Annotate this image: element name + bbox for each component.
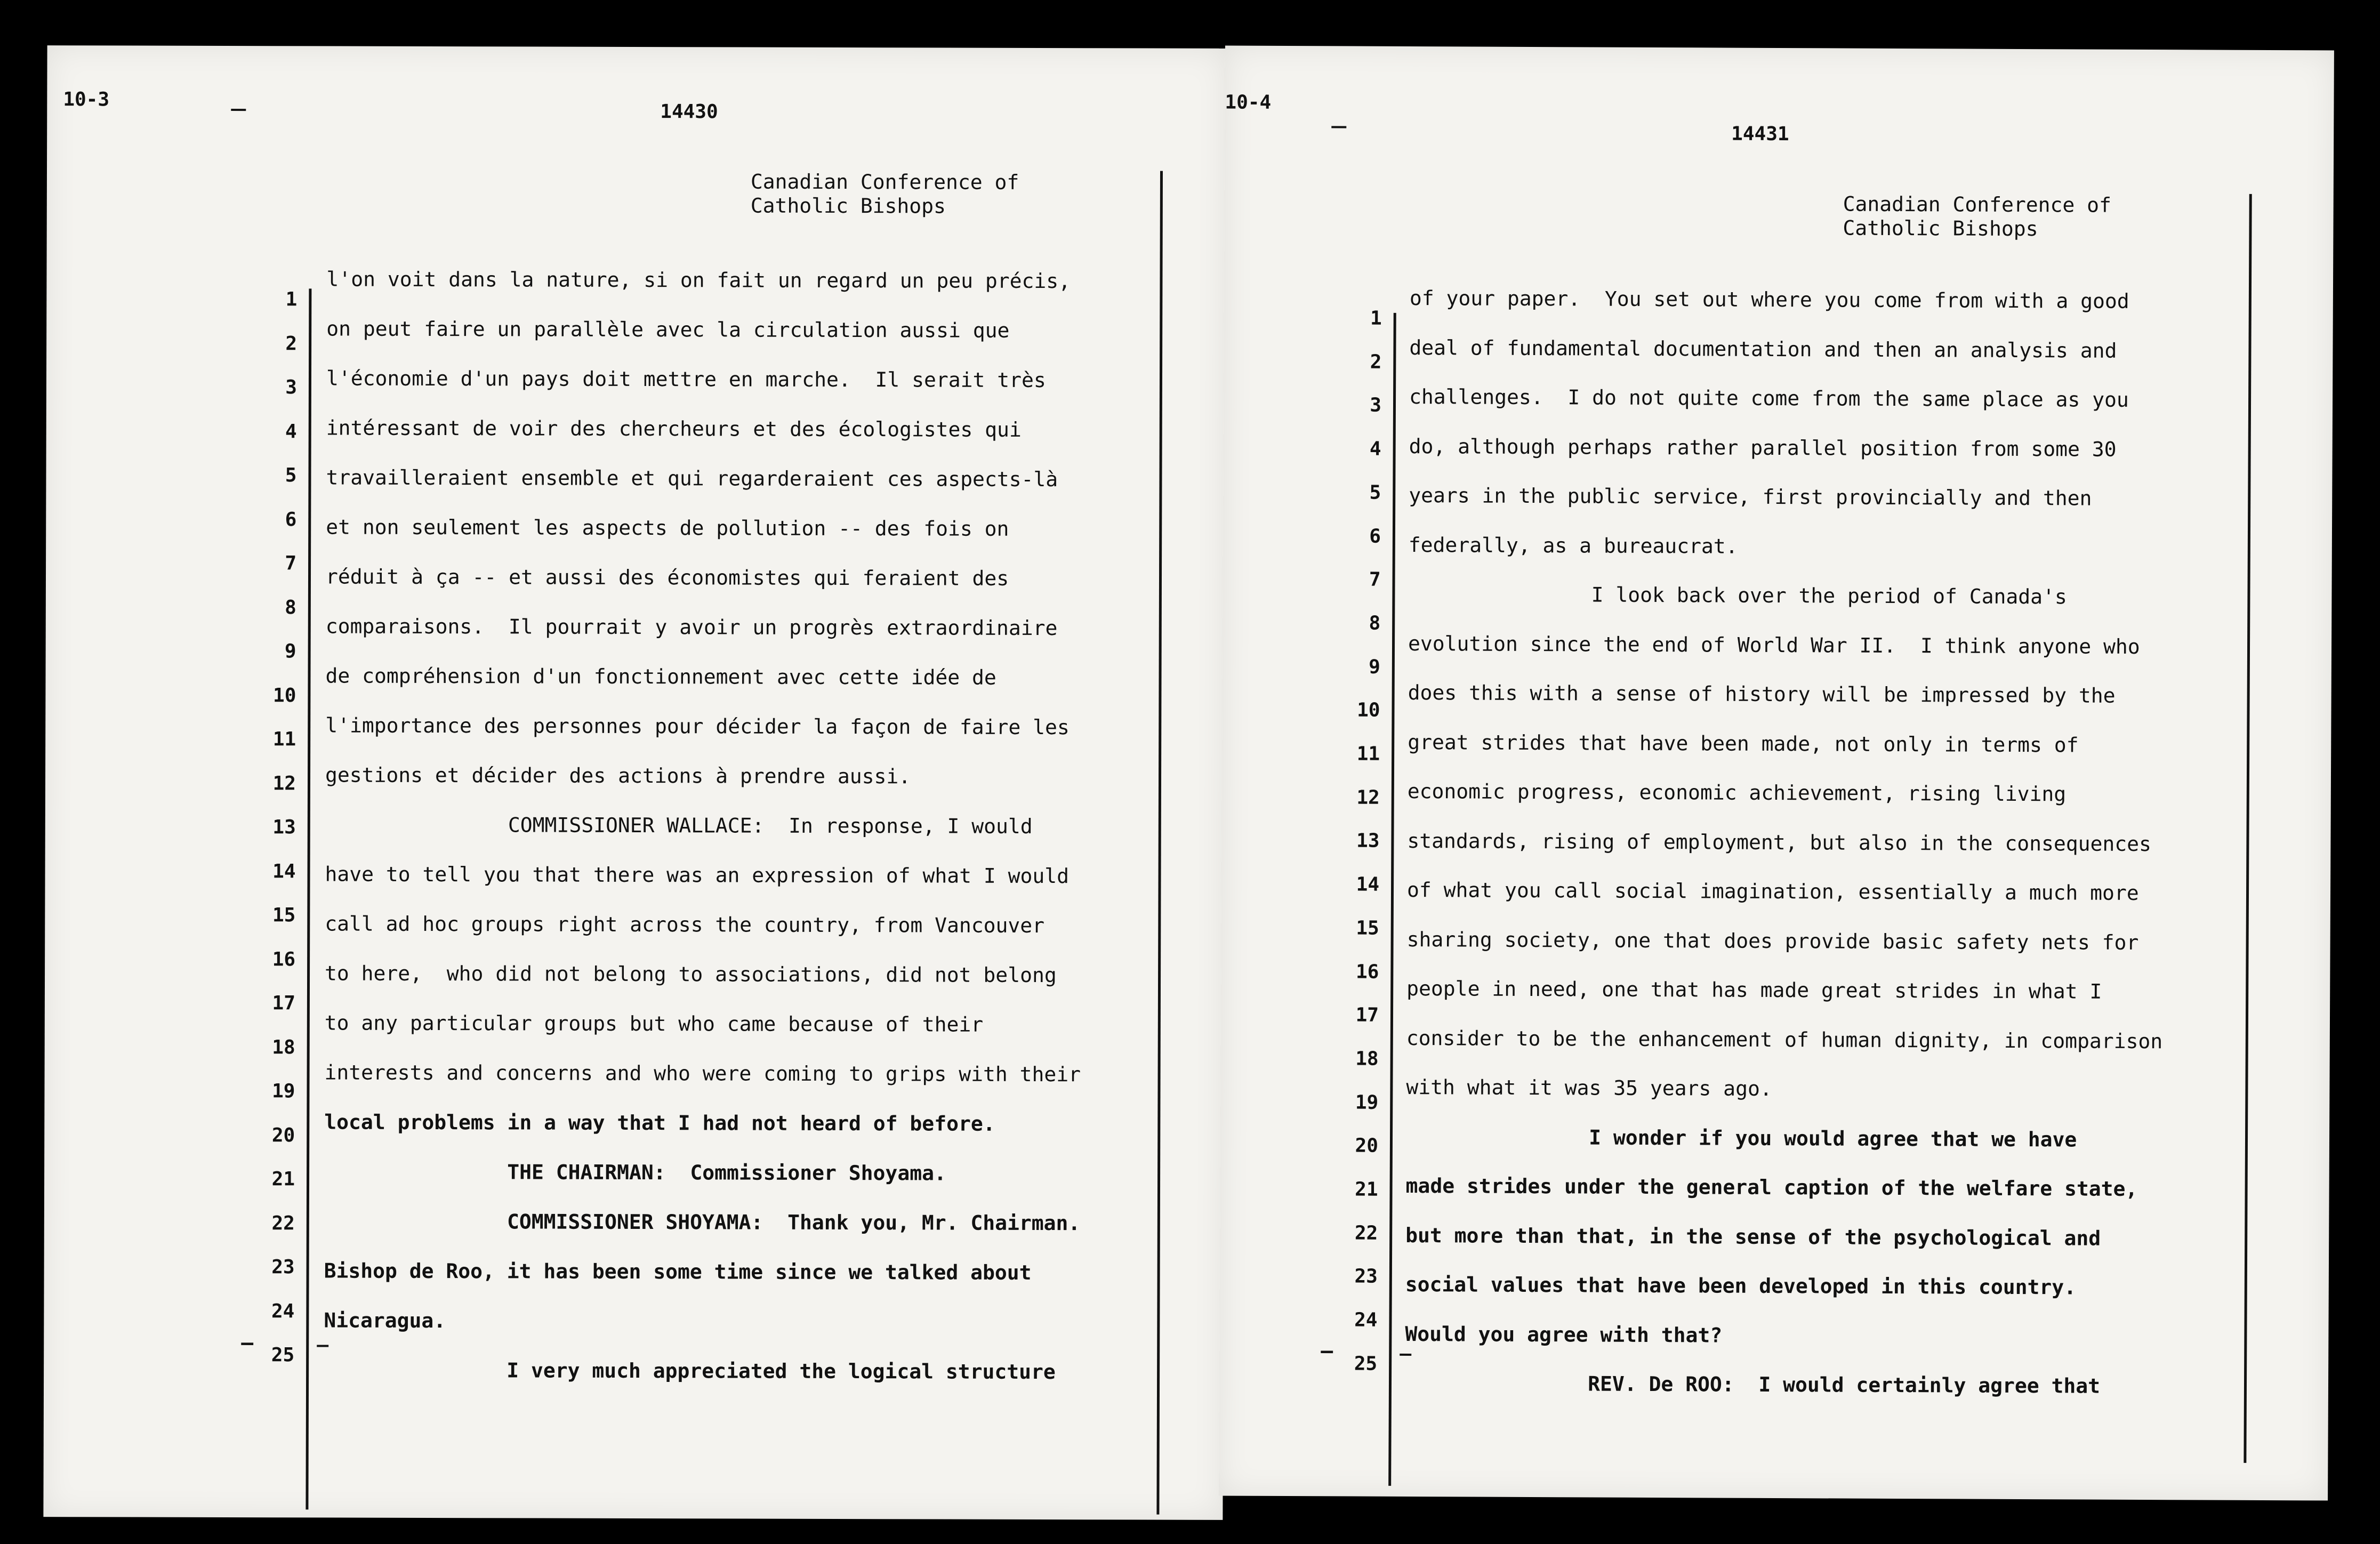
line-number: 6	[1369, 525, 1381, 548]
transcript-line: THE CHAIRMAN: Commissioner Shoyama.	[324, 1160, 946, 1185]
transcript-line: evolution since the end of World War II. I think anyone who	[1408, 631, 2140, 658]
line-number: 16	[1355, 961, 1379, 983]
transcript-line: comparaisons. Il pourrait y avoir un progrès extraordinaire	[325, 614, 1058, 640]
line-number: 4	[285, 420, 297, 443]
transcript-line: years in the public service, first provincially and then	[1409, 483, 2092, 510]
section-id: 10-3	[63, 89, 110, 111]
line-25-marker: —	[1321, 1339, 1333, 1363]
line-number: 9	[1369, 656, 1380, 678]
heading-line-1: Canadian Conference of	[1843, 192, 2112, 217]
transcript-line: intéressant de voir des chercheurs et des écologistes qui	[326, 416, 1022, 441]
line-number: 23	[1354, 1265, 1378, 1288]
transcript-line: challenges. I do not quite come from the same place as you	[1409, 384, 2129, 412]
line-number: 18	[1355, 1048, 1379, 1070]
page-number: 14431	[1731, 123, 1789, 146]
line-number: 20	[271, 1124, 295, 1146]
transcript-line: consider to be the enhancement of human dignity, in comparison	[1406, 1026, 2163, 1053]
line-number: 10	[273, 684, 296, 706]
heading-line-2: Catholic Bishops	[750, 194, 946, 218]
line-number: 13	[1356, 830, 1380, 853]
line-number: 3	[1370, 395, 1382, 417]
line-number: 23	[271, 1256, 295, 1278]
line-number: 1	[1370, 307, 1382, 329]
page-number: 14430	[660, 101, 718, 123]
transcript-line: COMMISSIONER SHOYAMA: Thank you, Mr. Chairman.	[324, 1209, 1081, 1235]
line-number: 4	[1369, 438, 1381, 460]
line-number: 14	[1356, 873, 1380, 896]
transcript-line: interests and concerns and who were coming to grips with their	[324, 1060, 1081, 1087]
transcript-line: sharing society, one that does provide basic safety nets for	[1406, 927, 2139, 954]
line-25-dash	[317, 1345, 328, 1347]
transcript-line: made strides under the general caption of the welfare state,	[1405, 1173, 2138, 1201]
line-number: 22	[1354, 1222, 1378, 1244]
line-number: 7	[285, 552, 297, 575]
line-number: 19	[272, 1080, 295, 1103]
line-number: 21	[1355, 1178, 1378, 1201]
line-number: 24	[271, 1300, 295, 1322]
line-25-marker: —	[241, 1331, 254, 1355]
transcript-line: l'on voit dans la nature, si on fait un regard un peu précis,	[326, 267, 1071, 293]
line-number: 17	[272, 992, 295, 1015]
transcript-line: réduit à ça -- et aussi des économistes qui feraient des	[325, 565, 1009, 590]
line-number: 15	[272, 904, 296, 927]
line-number: 10	[1357, 699, 1380, 722]
transcript-line: I wonder if you would agree that we have	[1405, 1124, 2077, 1151]
line-number: 17	[1355, 1004, 1379, 1026]
line-number: 12	[1356, 786, 1380, 809]
transcript-line: l'économie d'un pays doit mettre en marche. Il serait très	[326, 366, 1046, 392]
transcript-line: de compréhension d'un fonctionnement avec cette idée de	[325, 664, 996, 689]
transcript-line: l'importance des personnes pour décider la façon de faire les	[325, 713, 1070, 739]
line-number: 18	[272, 1036, 295, 1058]
line-number: 25	[271, 1344, 295, 1366]
transcript-line: I very much appreciated the logical structure	[324, 1358, 1056, 1384]
line-number: 24	[1354, 1309, 1378, 1331]
line-number: 11	[272, 728, 296, 751]
line-number: 5	[285, 464, 297, 487]
transcript-line: do, although perhaps rather parallel position from some 30	[1409, 434, 2117, 461]
line-number: 20	[1355, 1135, 1379, 1157]
transcript-line: deal of fundamental documentation and then an analysis and	[1409, 335, 2117, 363]
line-number: 13	[272, 816, 296, 839]
line-number: 9	[284, 640, 296, 663]
line-number: 11	[1356, 743, 1380, 765]
transcript-line: I look back over the period of Canada's	[1408, 582, 2067, 609]
transcript-line: to any particular groups but who came because of their	[324, 1011, 984, 1036]
line-number: 5	[1369, 481, 1381, 504]
corner-dash	[231, 109, 246, 111]
left-transcript-page	[43, 45, 1226, 1520]
line-number: 14	[272, 860, 296, 882]
line-number: 22	[271, 1212, 295, 1234]
transcript-line: standards, rising of employment, but also in the consequences	[1407, 829, 2152, 856]
right-transcript-page	[1219, 45, 2334, 1500]
transcript-line: but more than that, in the sense of the psychological and	[1405, 1223, 2101, 1250]
transcript-line: social values that have been developed in this country.	[1405, 1272, 2077, 1299]
heading-line-2: Catholic Bishops	[1843, 216, 2038, 241]
transcript-line: federally, as a bureaucrat.	[1408, 533, 1738, 558]
left-margin-rule	[305, 288, 311, 1509]
section-id: 10-4	[1225, 91, 1272, 114]
transcript-line: local problems in a way that I had not heard of before.	[324, 1110, 995, 1136]
transcript-line: et non seulement les aspects de pollution -- des fois on	[326, 515, 1009, 541]
line-number: 12	[272, 772, 296, 794]
transcript-line: have to tell you that there was an expression of what I would	[325, 862, 1070, 888]
line-number: 8	[285, 596, 296, 618]
line-number: 3	[285, 376, 297, 399]
line-number: 2	[285, 332, 298, 355]
transcript-line: of what you call social imagination, essentially a much more	[1406, 878, 2139, 905]
line-number: 21	[271, 1168, 295, 1191]
transcript-line: REV. De ROO: I would certainly agree that	[1404, 1371, 2101, 1398]
transcript-line: economic progress, economic achievement, rising living	[1407, 779, 2067, 806]
right-margin-rule	[2244, 194, 2252, 1463]
transcript-line: Bishop de Roo, it has been some time since we talked about	[324, 1259, 1032, 1284]
transcript-line: people in need, one that has made great strides in what I	[1406, 976, 2102, 1003]
line-number: 6	[285, 508, 297, 530]
transcript-line: to here, who did not belong to associations, did not belong	[325, 961, 1057, 987]
left-margin-rule	[1388, 313, 1396, 1486]
right-margin-rule	[1156, 171, 1163, 1515]
line-number: 25	[1354, 1353, 1378, 1375]
transcript-line: on peut faire un parallèle avec la circulation aussi que	[326, 317, 1010, 342]
transcript-line: of your paper. You set out where you come from with a good	[1409, 286, 2129, 313]
transcript-line: Nicaragua.	[324, 1308, 446, 1333]
transcript-line: Would you agree with that?	[1405, 1322, 1723, 1347]
heading-line-1: Canadian Conference of	[750, 170, 1019, 194]
transcript-line: with what it was 35 years ago.	[1406, 1075, 1772, 1100]
transcript-line: COMMISSIONER WALLACE: In response, I would	[325, 813, 1033, 838]
corner-dash	[1331, 126, 1346, 128]
line-number: 1	[285, 288, 298, 311]
line-number: 7	[1369, 568, 1381, 591]
line-number: 19	[1355, 1091, 1379, 1114]
line-25-dash	[1400, 1354, 1411, 1356]
line-number: 16	[272, 948, 296, 970]
transcript-line: call ad hoc groups right across the country, from Vancouver	[325, 912, 1045, 938]
transcript-line: gestions et décider des actions à prendre aussi.	[325, 763, 911, 789]
line-number: 15	[1356, 917, 1379, 939]
line-number: 2	[1370, 351, 1382, 373]
transcript-line: travailleraient ensemble et qui regarderaient ces aspects-là	[326, 465, 1058, 492]
line-number: 8	[1369, 612, 1381, 634]
transcript-line: great strides that have been made, not only in terms of	[1408, 730, 2079, 757]
transcript-line: does this with a sense of history will be impressed by the	[1408, 680, 2116, 707]
